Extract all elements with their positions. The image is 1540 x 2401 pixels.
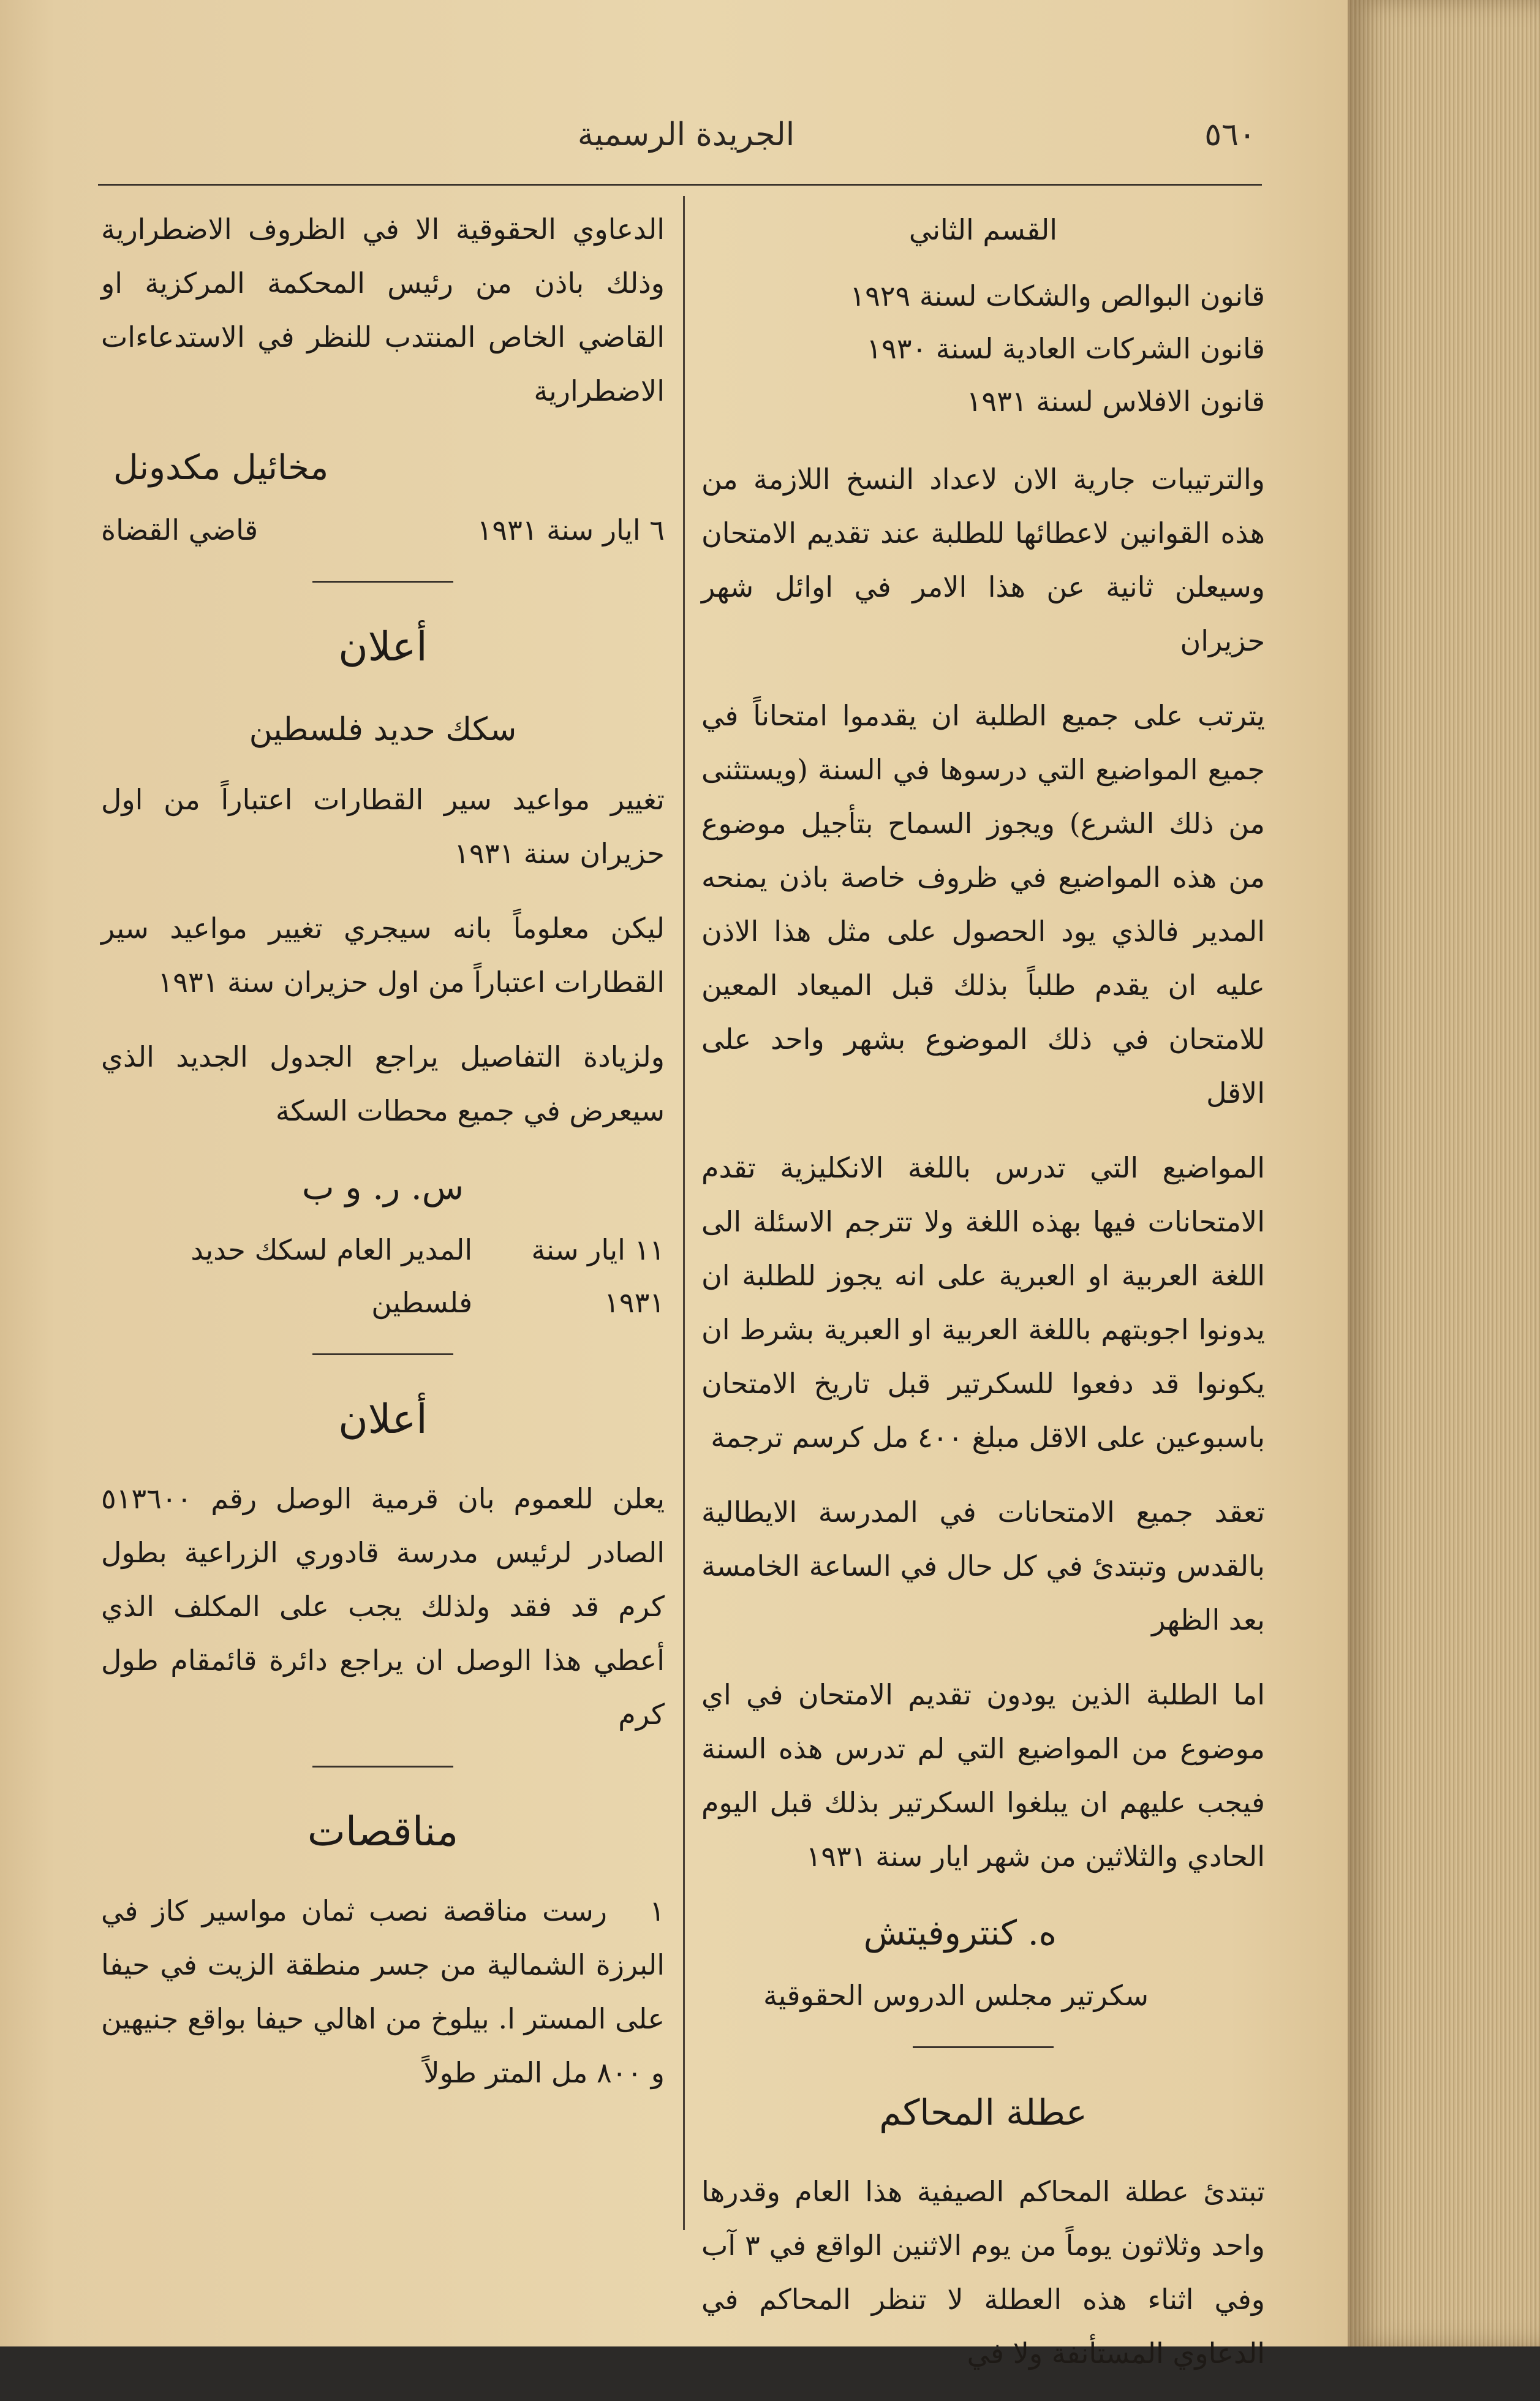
section-rule <box>312 1766 453 1768</box>
paragraph: يعلن للعموم بان قرمية الوصل رقم ٥١٣٦٠٠ الصادر لرئيس مدرسة قادوري الزراعية بطول كرم قد فقد ولذلك يجب على المكلف الذي أعطي هذا الوصل ان يراجع دائرة قائمقام طول كرم <box>101 1482 665 1731</box>
paragraph: المواضيع التي تدرس باللغة الانكليزية تقدم الامتحانات فيها بهذه اللغة ولا تترجم الاسئلة الى اللغة العربية او العبرية على انه يجوز للطلبة ان يدونوا اجوبتهم باللغة العربية او العبرية بشرط ان يكونوا قد دفعوا للسكرتير قبل تاريخ الامتحان باسبوعين على الاقل مبلغ ٤٠٠ مل كرسم ترجمة <box>701 1151 1265 1454</box>
section-rule <box>913 2046 1054 2048</box>
paragraph: والترتيبات جارية الان لاعداد النسخ اللازمة من هذه القوانين لاعطائها للطلبة عند تقديم الامتحان وسيعلن ثانية عن هذا الامر في اوائل شهر حزيران <box>701 463 1265 657</box>
right-column <box>701 202 1265 2401</box>
signature-name: ه. كنتروفيتش <box>863 1913 1057 1953</box>
column-divider <box>683 196 685 2230</box>
paragraph: ليكن معلوماً بانه سيجري تغيير مواعيد سير القطارات اعتباراً من اول حزيران سنة ١٩٣١ <box>101 912 665 999</box>
tender-item <box>101 1884 665 2100</box>
header-rule <box>98 184 1262 186</box>
paragraph: تبتدئ عطلة المحاكم الصيفية هذا العام وقدرها واحد وثلاثون يوماً من يوم الاثنين الواقع في ٣ آب وفي اثناء هذه العطلة لا تنظر المحاكم في الدعاوي المستأنفة ولا في <box>701 2175 1265 2370</box>
signer-row <box>101 504 665 556</box>
notice-signer-title: المدير العام لسكك حديد فلسطين <box>191 1233 473 1319</box>
notice-signer-row <box>101 1223 665 1329</box>
signer-date: ٦ ايار سنة ١٩٣١ <box>477 513 665 546</box>
section-rule <box>312 581 453 583</box>
left-column <box>101 202 665 2120</box>
signer-title: قاضي القضاة <box>101 513 259 546</box>
notice-heading: أعلان <box>338 1396 428 1443</box>
law-item: قانون الافلاس لسنة ١٩٣١ <box>966 385 1265 418</box>
law-item: قانون البوالص والشكات لسنة ١٩٢٩ <box>850 279 1265 312</box>
tender-number: ١ <box>649 1894 665 1927</box>
section-title: القسم الثاني <box>908 213 1058 246</box>
paragraph: ولزيادة التفاصيل يراجع الجدول الجديد الذي سيعرض في جميع محطات السكة <box>101 1040 665 1127</box>
notice-signer: س. ر. و ب <box>301 1168 464 1208</box>
book-page-edges <box>1348 0 1540 2346</box>
page-number: ٥٦٠ <box>1204 116 1256 153</box>
gazette-title: الجريدة الرسمية <box>577 116 795 153</box>
tenders-heading: مناقصات <box>307 1808 459 1855</box>
section-rule <box>312 1353 453 1355</box>
notice-date: ١١ ايار سنة ١٩٣١ <box>531 1233 665 1319</box>
notice-heading: أعلان <box>338 623 428 670</box>
paragraph: يترتب على جميع الطلبة ان يقدموا امتحاناً في جميع المواضيع التي درسوها في السنة (ويستثنى من ذلك الشرع) ويجوز السماح بتأجيل موضوع من هذه المواضيع في ظروف خاصة باذن يمنحه المدير فالذي يود الحصول على مثل هذا الاذن عليه ان يقدم طلباً بذلك قبل الميعاد المعين للامتحان في ذلك الموضوع بشهر واحد على الاقل <box>701 699 1265 1110</box>
holiday-heading: عطلة المحاكم <box>879 2092 1087 2133</box>
signature-title: سكرتير مجلس الدروس الحقوقية <box>763 1979 1149 2012</box>
law-list <box>701 270 1265 428</box>
notice-subheading: سكك حديد فلسطين <box>249 711 517 748</box>
paragraph: تغيير مواعيد سير القطارات اعتباراً من اول حزيران سنة ١٩٣١ <box>101 783 665 870</box>
paragraph: اما الطلبة الذين يودون تقديم الامتحان في اي موضوع من المواضيع التي لم تدرس هذه السنة فيجب عليهم ان يبلغوا السكرتير بذلك قبل اليوم الحادي والثلاثين من شهر ايار سنة ١٩٣١ <box>701 1678 1265 1873</box>
law-item: قانون الشركات العادية لسنة ١٩٣٠ <box>866 332 1265 365</box>
signer-name: مخائيل مكدونل <box>113 448 329 488</box>
paragraph: الدعاوي الحقوقية الا في الظروف الاضطرارية وذلك باذن من رئيس المحكمة المركزية او القاضي الخاص المنتدب للنظر في الاستدعاءات الاضطرارية <box>101 213 665 407</box>
paragraph: تعقد جميع الامتحانات في المدرسة الايطالية بالقدس وتبتدئ في كل حال في الساعة الخامسة بعد الظهر <box>701 1495 1265 1636</box>
tender-text: رست مناقصة نصب ثمان مواسير كاز في البرزة الشمالية من جسر منطقة الزيت في حيفا على المستر ا. بيلوخ من اهالي حيفا بواقع جنيهين و ٨٠٠ مل المتر طولاً <box>101 1894 665 2089</box>
